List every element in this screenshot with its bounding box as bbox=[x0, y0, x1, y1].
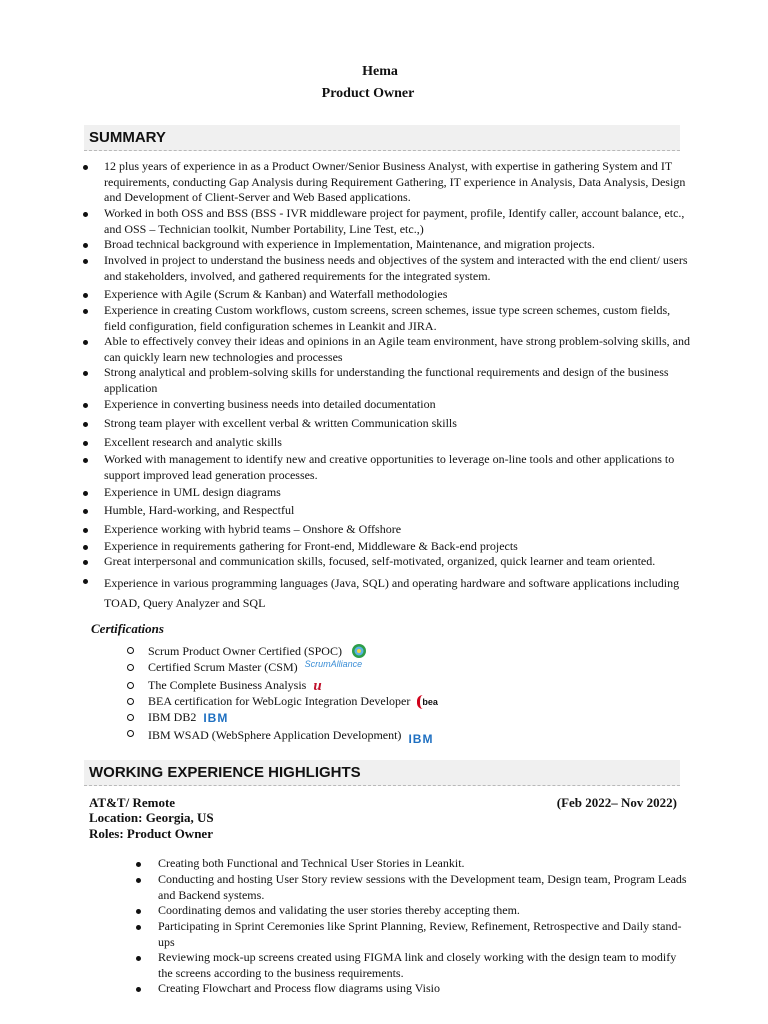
summary-item: 12 plus years of experience in as a Product Owner/Senior Business Analyst, with expertise in gathering System and IT requirements, conducting Gap Analysis during Requirement Gathering, IT experience in Analysis, Data Analysis, Design and Development of Client-Server and Web Based applications. bbox=[104, 159, 694, 206]
hollow-bullet-icon bbox=[127, 664, 134, 671]
bullet-icon bbox=[83, 212, 88, 217]
summary-item: Experience in UML design diagrams bbox=[104, 485, 694, 501]
hollow-bullet-icon bbox=[127, 647, 134, 654]
bullet-icon bbox=[136, 956, 141, 961]
hollow-bullet-icon bbox=[127, 714, 134, 721]
bea-logo: bea bbox=[417, 695, 438, 709]
job-duty-item: Creating both Functional and Technical User Stories in Leankit. bbox=[158, 856, 688, 872]
summary-item: Experience in requirements gathering for Front-end, Middleware & Back-end projects bbox=[104, 539, 694, 555]
job-duty-item: Coordinating demos and validating the user stories thereby accepting them. bbox=[158, 903, 688, 919]
bullet-icon bbox=[136, 925, 141, 930]
bullet-icon bbox=[83, 293, 88, 298]
job-duty-item: Conducting and hosting User Story review sessions with the Development team, Design team, Program Leads and Backend systems. bbox=[158, 872, 688, 903]
bullet-icon bbox=[83, 579, 88, 584]
job-location: Location: Georgia, US bbox=[89, 810, 214, 825]
bullet-icon bbox=[136, 878, 141, 883]
summary-item: Strong team player with excellent verbal & written Communication skills bbox=[104, 416, 694, 432]
bullet-icon bbox=[83, 441, 88, 446]
bullet-icon bbox=[83, 371, 88, 376]
certifications-heading: Certifications bbox=[91, 621, 164, 636]
bullet-icon bbox=[83, 243, 88, 248]
ibm-logo: IBM bbox=[408, 732, 434, 746]
summary-heading: SUMMARY bbox=[84, 125, 680, 151]
candidate-title: Product Owner bbox=[321, 86, 415, 101]
bullet-icon bbox=[136, 987, 141, 992]
summary-item: Humble, Hard-working, and Respectful bbox=[104, 503, 694, 519]
summary-item: Worked in both OSS and BSS (BSS - IVR middleware project for payment, profile, Identify caller, account balance, etc., and OSS – Technician toolkit, Number Portability, Line Test, etc.,) bbox=[104, 206, 694, 237]
job-duty-item: Participating in Sprint Ceremonies like Sprint Planning, Review, Refinement, Retrospective and Daily stand-ups bbox=[158, 919, 688, 950]
summary-item: Experience working with hybrid teams – Onshore & Offshore bbox=[104, 522, 694, 538]
ibm-logo: IBM bbox=[203, 711, 229, 726]
summary-item: Experience in converting business needs into detailed documentation bbox=[104, 397, 694, 413]
scrum-alliance-logo: ScrumAlliance bbox=[304, 659, 363, 670]
summary-item: Excellent research and analytic skills bbox=[104, 435, 694, 451]
summary-item: Great interpersonal and communication skills, focused, self-motivated, organized, quick learner and team oriented. bbox=[104, 554, 694, 570]
job-company: AT&T/ Remote bbox=[89, 795, 176, 810]
job-duty-item: Reviewing mock-up screens created using FIGMA link and closely working with the design team to modify the screens according to the business requirements. bbox=[158, 950, 688, 981]
bullet-icon bbox=[83, 259, 88, 264]
summary-item: Broad technical background with experience in Implementation, Maintenance, and migration projects. bbox=[104, 237, 694, 253]
bullet-icon bbox=[136, 909, 141, 914]
summary-item: Worked with management to identify new and creative opportunities to leverage on-line tools and other applications to support improved lead generation processes. bbox=[104, 452, 694, 483]
summary-item: Experience in creating Custom workflows, custom screens, screen schemes, issue type screen schemes, custom fields, field configuration, field configuration schemes in Leankit and JIRA. bbox=[104, 303, 694, 334]
summary-item: Able to effectively convey their ideas and opinions in an Agile team environment, have strong problem-solving skills, and can quickly learn new technologies and processes bbox=[104, 334, 694, 365]
bullet-icon bbox=[83, 309, 88, 314]
bullet-icon bbox=[83, 491, 88, 496]
summary-item: Strong analytical and problem-solving skills for understanding the functional requirements and design of the business application bbox=[104, 365, 694, 396]
experience-heading: WORKING EXPERIENCE HIGHLIGHTS bbox=[84, 760, 680, 786]
bullet-icon bbox=[83, 340, 88, 345]
bullet-icon bbox=[83, 560, 88, 565]
resume-page: Hema Product Owner SUMMARY 12 plus years of experience in as a Product Owner/Senior Business Analyst, with expertise in gathering System and IT requirements, conducting Gap Analysis during Requirement Gathering, IT experience in Analysis, Data Analysis, Design and Development of Client-Server and Web Based applications. Worked in both OSS and BSS (BSS - IVR middleware project for payment, profile, Identify caller, account balance, etc., and OSS – Technician toolkit, Number Portability, Line Test, etc.,) Broad technical background with experience in Implementation, Maintenance, and migration projects. Involved in project to understand the business needs and objectives of the system and interacted with the end client/ users and stakeholders, involved, and gathered requirements for the integrated system. Experience with Agile (Scrum & Kanban) and Waterfall methodologies Experience in creating Custom workflows, custom screens, screen schemes, issue type screen schemes, custom fields, field configuration, field configuration schemes in Leankit and JIRA. Able to effectively convey their ideas and opinions in an Agile team environment, have strong problem-solving skills, and can quickly learn new technologies and processes Strong analytical and problem-solving skills for understanding the functional requirements and design of the business application Experience in converting business needs into detailed documentation Strong team player with excellent verbal & written Communication skills Excellent research and analytic skills Worked with management to identify new and creative opportunities to leverage on-line tools and other applications to support improved lead generation processes. Experience in UML design diagrams Humble, Hard-working, and Respectful Experience working with hybrid teams – Onshore & Offshore Experience in requirements gathering for Front-end, Middleware & Back-end projects Great interpersonal and communication skills, focused, self-motivated, organized, quick learner and team oriented. Experience in various programming languages (Java, SQL) and operating hardware and software applications including TOAD, Query Analyzer and SQL Certifications Scrum Product Owner Certified (SPOC) Certified Scrum Master (CSM) ScrumAlliance The Complete Business Analysis u BEA certification for WebLogic Integration Developer bea IBM DB2 IBM IBM WSAD (WebSphere Application Development) IBM WORKING EXPERIENCE HIGHLIGHTS AT&T/ Remote (Feb 2022– Nov 2022) Location: Georgia, US Roles: Product Owner Creating both Functional and Technical User Stories in Leankit. Conducting and hosting User Story review sessions with the Development team, Design team, Program Leads and Backend systems. Coordinating demos and validating the user stories thereby accepting them. Participating in Sprint Ceremonies like Sprint Planning, Review, Refinement, Retrospective and Daily stand-ups Reviewing mock-up screens created using FIGMA link and closely working with the design team to modify the screens according to the business requirements. Creating Flowchart and Process flow diagrams using Visio bbox=[0, 0, 768, 1024]
job-role: Roles: Product Owner bbox=[89, 826, 213, 841]
summary-item: Experience with Agile (Scrum & Kanban) and Waterfall methodologies bbox=[104, 287, 694, 303]
bullet-icon bbox=[83, 165, 88, 170]
summary-item: Involved in project to understand the business needs and objectives of the system and interacted with the end client/ users and stakeholders, involved, and gathered requirements for the integrated system. bbox=[104, 253, 694, 284]
bullet-icon bbox=[83, 545, 88, 550]
bullet-icon bbox=[83, 509, 88, 514]
hollow-bullet-icon bbox=[127, 730, 134, 737]
bullet-icon bbox=[83, 458, 88, 463]
bullet-icon bbox=[136, 862, 141, 867]
bullet-icon bbox=[83, 422, 88, 427]
bullet-icon bbox=[83, 528, 88, 533]
udemy-logo: u bbox=[313, 678, 322, 695]
job-duty-item: Creating Flowchart and Process flow diagrams using Visio bbox=[158, 981, 688, 997]
job-dates: (Feb 2022– Nov 2022) bbox=[556, 795, 677, 810]
summary-item: Experience in various programming languages (Java, SQL) and operating hardware and software applications including TOAD, Query Analyzer and SQL bbox=[104, 573, 694, 613]
candidate-name: Hema bbox=[362, 64, 398, 79]
hollow-bullet-icon bbox=[127, 682, 134, 689]
bullet-icon bbox=[83, 403, 88, 408]
hollow-bullet-icon bbox=[127, 698, 134, 705]
